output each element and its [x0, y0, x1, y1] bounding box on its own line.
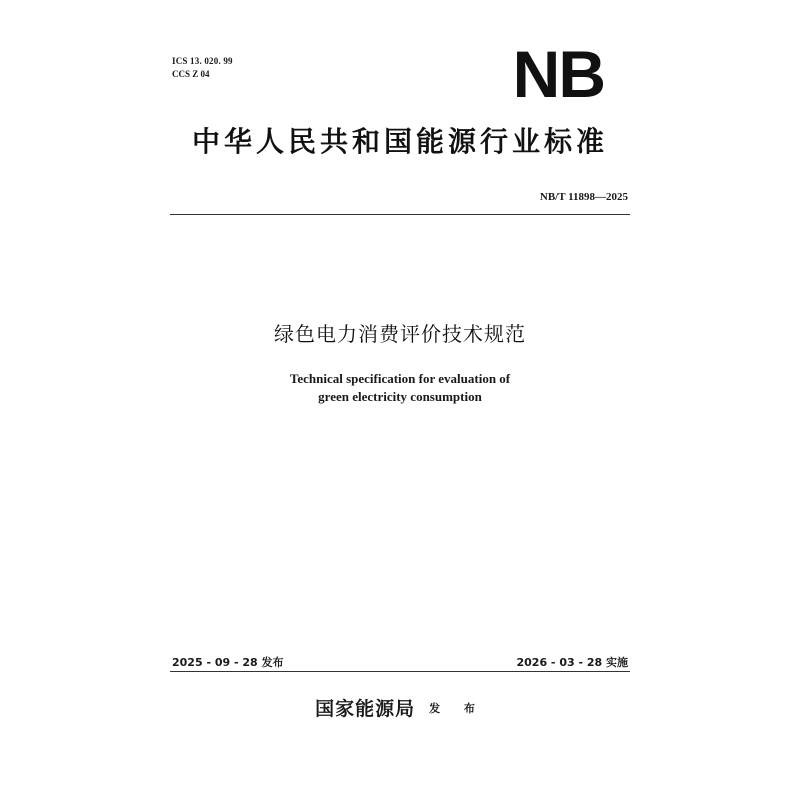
issuer-block	[170, 696, 630, 722]
english-title	[170, 370, 630, 406]
ics-code: ICS 13. 020. 99	[172, 56, 233, 66]
english-title-line-2: green electricity consumption	[318, 389, 482, 404]
issuer-action: 发 布	[429, 702, 485, 715]
bottom-divider	[170, 671, 630, 672]
issuer-name: 国家能源局	[315, 698, 416, 720]
organization-title: 中华人民共和国能源行业标准	[191, 125, 608, 158]
nb-logo: NB	[512, 37, 604, 111]
top-divider	[170, 214, 630, 215]
implementation-date: 2026 - 03 - 28 实施	[516, 656, 628, 669]
issue-date: 2025 - 09 - 28 发布	[172, 656, 284, 669]
chinese-title: 绿色电力消费评价技术规范	[274, 322, 526, 346]
ccs-code: CCS Z 04	[172, 69, 210, 79]
standard-number: NB/T 11898—2025	[539, 191, 628, 203]
english-title-line-1: Technical specification for evaluation of	[289, 371, 511, 386]
